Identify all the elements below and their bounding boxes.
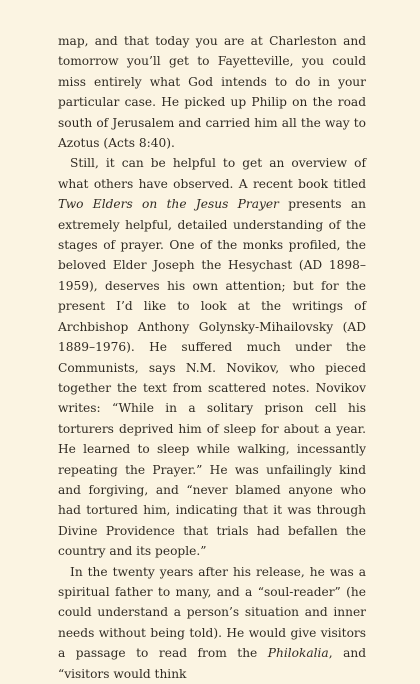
- paragraph-3: [58, 562, 366, 684]
- book-title-philokalia: Philokalia: [267, 646, 329, 661]
- book-page: [58, 31, 366, 684]
- paragraph-3-text-a: In the twenty years after his release, he was a spiritual father to many, and a “soul-reader” (he could understand a person’s situation and inner needs without being told). He would give visitors a passage to read from the: [58, 564, 366, 661]
- paragraph-2: [58, 153, 366, 561]
- paragraph-2-text-a: Still, it can be helpful to get an overview of what others have observed. A recent book titled: [58, 156, 366, 191]
- paragraph-2-text-b: presents an extremely helpful, detailed understanding of the stages of prayer. One of the monks profiled, the beloved Elder Joseph the Hesychast (AD 1898–1959), deserves his own attention; but for the present I’d like to look at the writings of Archbishop Anthony Golynsky-Mihailovsky (AD 1889–1976). He suffered much under the Communists, says N.M. Novikov, who pieced together the text from scattered notes. Novikov writes: “While in a solitary prison cell his torturers deprived him of sleep for about a year. He learned to sleep while walking, incessantly repeating the Prayer.” He was unfailingly kind and forgiving, and “never blamed anyone who had tortured him, indicating that it was through Divine Providence that trials had befallen the country and its people.”: [58, 197, 366, 559]
- paragraph-3-text-b: , and “visitors would think: [58, 646, 366, 681]
- paragraph-1-text: map, and that today you are at Charleston and tomorrow you’ll get to Fayetteville, you could miss entirely what God intends to do in your particular case. He picked up Philip on the road south of Jerusalem and carried him all the way to Azotus (Acts 8:40).: [58, 34, 366, 151]
- paragraph-1: [58, 31, 366, 153]
- book-title-two-elders: Two Elders on the Jesus Prayer: [58, 197, 279, 212]
